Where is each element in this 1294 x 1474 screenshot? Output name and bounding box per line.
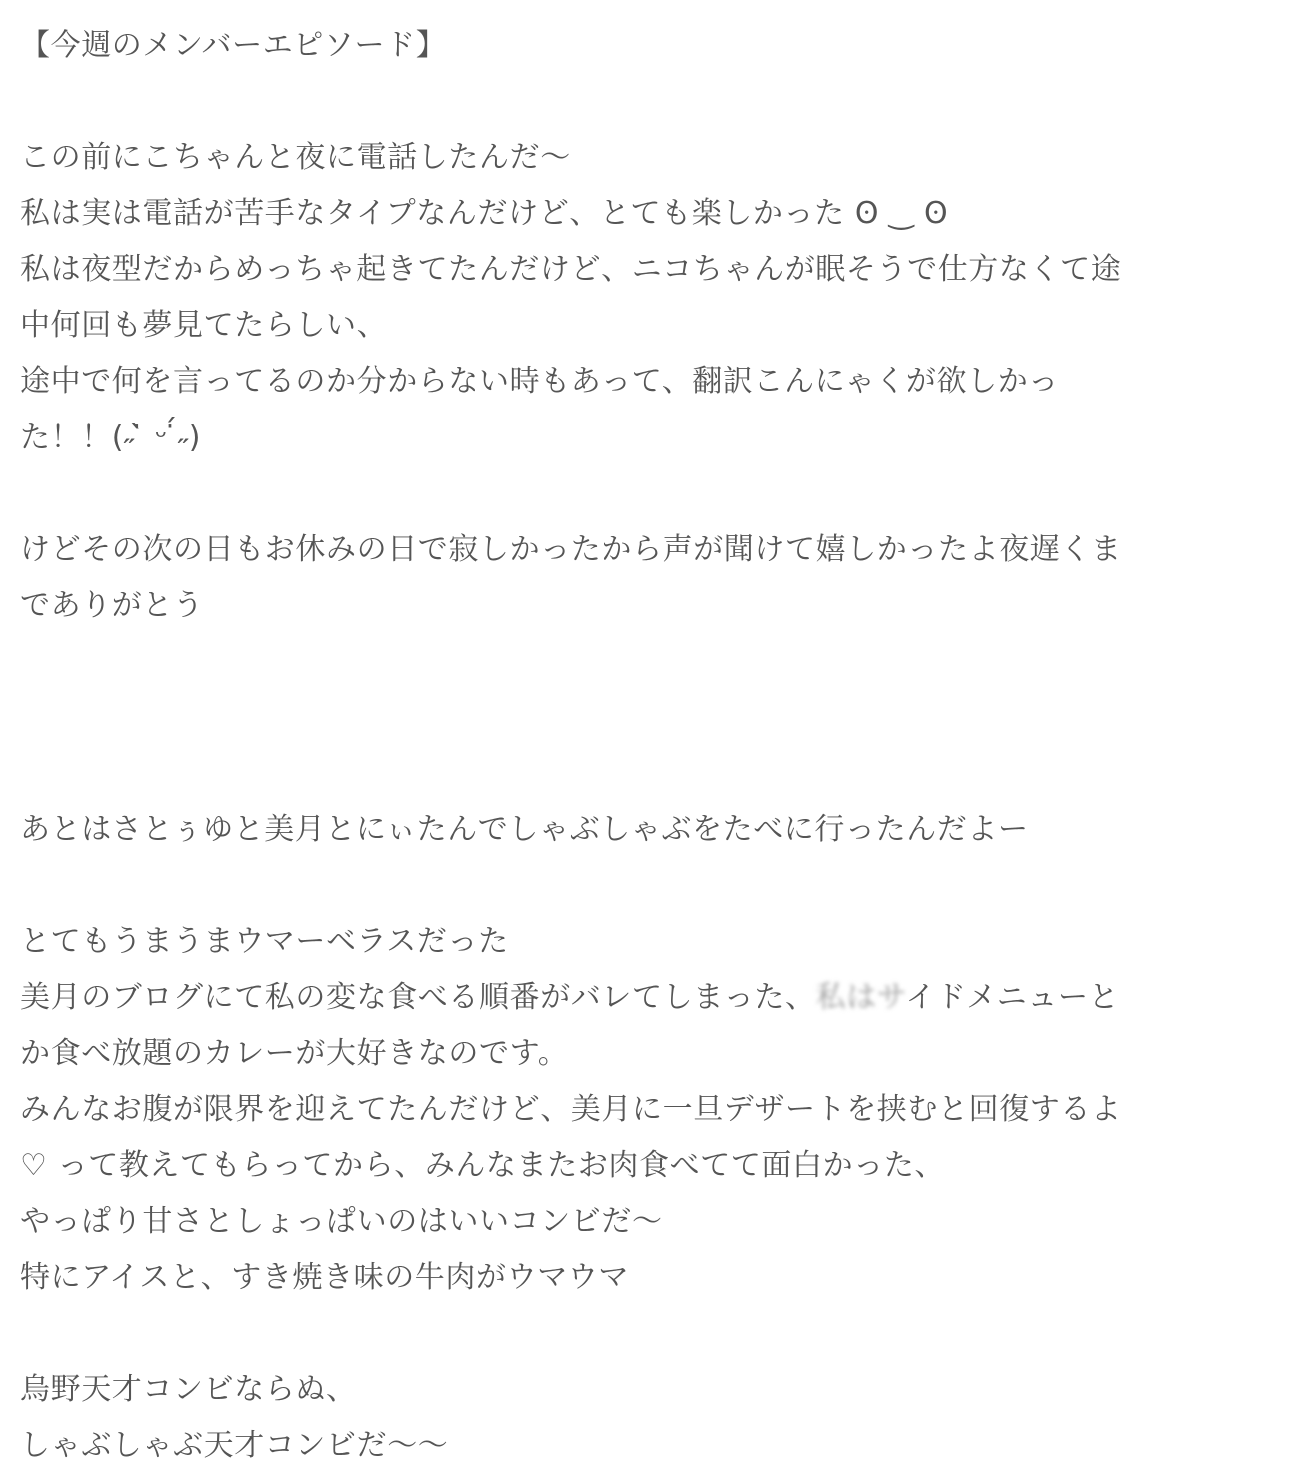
text-line: やっぱり甘さとしょっぱいのはいいコンビだ〜 bbox=[20, 1204, 663, 1239]
text-segment: イドメニューと bbox=[905, 980, 1120, 1015]
text-line: とてもうまうまウマーベラスだった bbox=[20, 924, 509, 959]
spacer bbox=[20, 858, 1282, 914]
text-line: あとはさとぅゆと美月とにぃたんでしゃぶしゃぶをたべに行ったんだよー bbox=[20, 812, 1029, 847]
text-line: た！！(˶ ̇̀ ᵕ ̇́˶) bbox=[20, 420, 202, 455]
text-line: 私は実は電話が苦手なタイプなんだけど、とても楽しかった ʘ ‿ ʘ bbox=[20, 196, 949, 231]
text-line: 私は夜型だからめっちゃ起きてたんだけど、ニコちゃんが眠そうで仕方なくて途 bbox=[20, 252, 1122, 287]
text-line: ♡ って教えてもらってから、みんなまたお肉食べてて面白かった、 bbox=[20, 1148, 946, 1183]
text-line: でありがとう bbox=[20, 588, 204, 623]
post-heading: 【今週のメンバーエピソード】 bbox=[20, 28, 447, 63]
spacer bbox=[20, 746, 1282, 802]
text-line: この前にこちゃんと夜に電話したんだ〜 bbox=[20, 140, 571, 175]
text-line: みんなお腹が限界を迎えてたんだけど、美月に一旦デザートを挟むと回復するよ bbox=[20, 1092, 1122, 1127]
text-line: 中何回も夢見てたらしい、 bbox=[20, 308, 388, 343]
spacer bbox=[20, 1306, 1282, 1362]
blog-post-body bbox=[20, 18, 1282, 1474]
text-segment: 美月のブログにて私の変な食べる順番がバレてしまった、 bbox=[20, 980, 816, 1015]
text-line: か食べ放題のカレーが大好きなのです。 bbox=[20, 1036, 569, 1071]
spacer bbox=[20, 74, 1282, 130]
text-line: 特にアイスと、すき焼き味の牛肉がウマウマ bbox=[20, 1260, 629, 1295]
spacer bbox=[20, 634, 1282, 746]
spacer bbox=[20, 466, 1282, 522]
text-line: 烏野天才コンビならぬ、 bbox=[20, 1372, 357, 1407]
blurred-text-segment: 私はサ bbox=[815, 980, 906, 1015]
text-line-with-blur bbox=[20, 970, 1282, 1026]
text-line: 途中で何を言ってるのか分からない時もあって、翻訳こんにゃくが欲しかっ bbox=[20, 364, 1059, 399]
text-line: けどその次の日もお休みの日で寂しかったから声が聞けて嬉しかったよ夜遅くま bbox=[20, 532, 1122, 567]
text-line: しゃぶしゃぶ天才コンビだ〜〜 bbox=[20, 1428, 449, 1463]
